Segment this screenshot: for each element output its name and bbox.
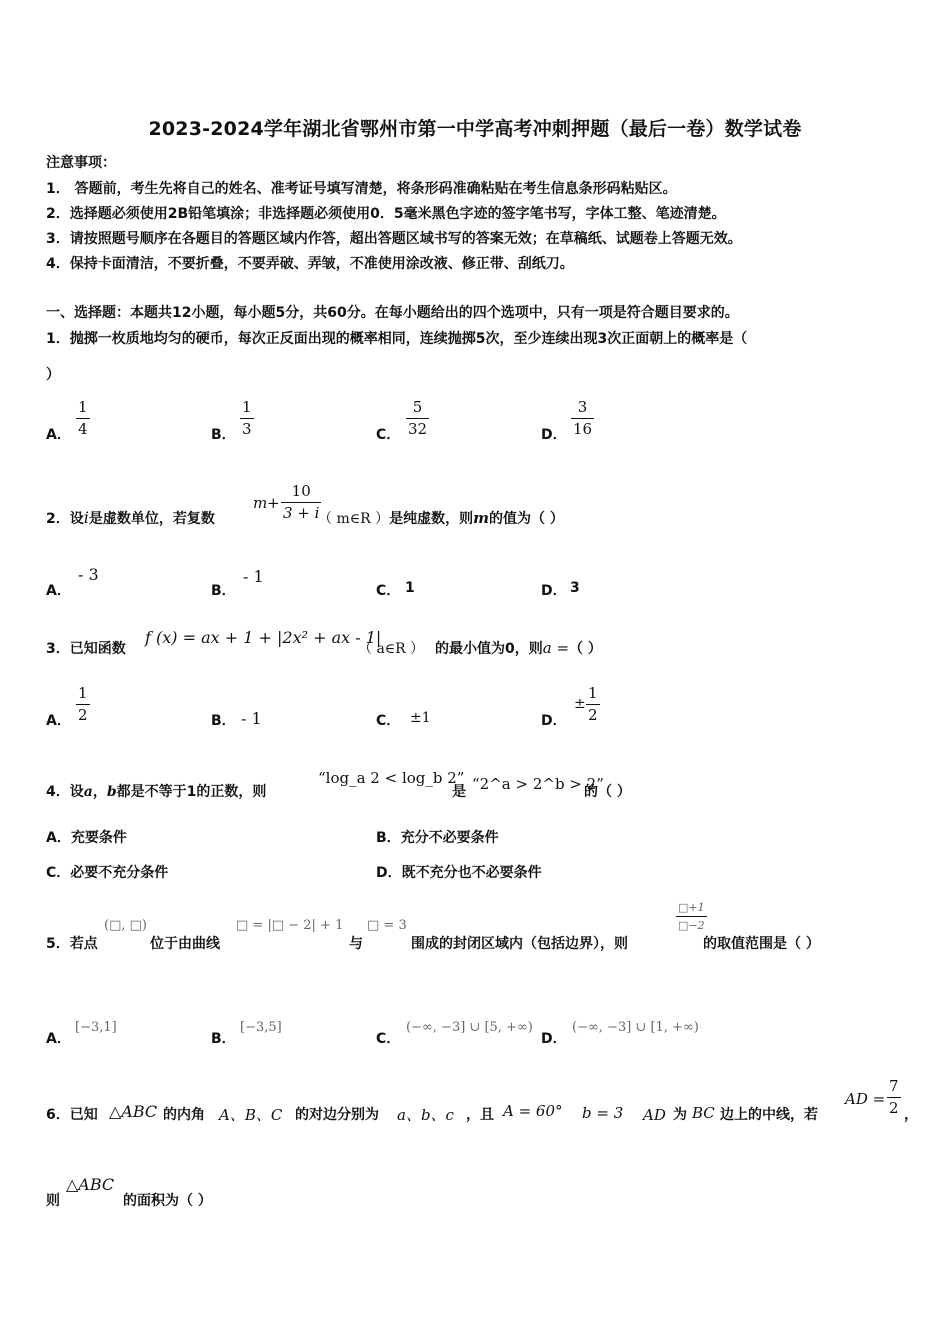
q1-option-d-fraction [571, 400, 594, 437]
q5-option-a-value: [−3,1] [75, 1020, 117, 1035]
q1-option-c-numerator: 5 [412, 398, 423, 416]
q6-t5: 边上的中线，若 [720, 1107, 818, 1123]
q2-fraction [281, 484, 321, 521]
q3-a-var: a = [542, 639, 570, 657]
q5-option-b-value: [−3,5] [240, 1020, 282, 1035]
q6-t2: 的对边分别为 [295, 1107, 379, 1123]
q2-option-d-value: 3 [570, 580, 580, 596]
q5-option-d-value: (−∞, −3] ∪ [1, +∞) [572, 1020, 699, 1035]
notice-item-1: 1． 答题前，考生先将自己的姓名、准考证号填写清楚，将条形码准确粘贴在考生信息条形码粘贴区。 [46, 181, 677, 197]
q5-mid1: 位于由曲线 [150, 936, 220, 952]
q1-option-a-denominator: 4 [78, 420, 88, 438]
q2-m: m [253, 494, 268, 512]
q5-curve: □ = |□ − 2| + 1 [236, 918, 344, 933]
q6-fraction [887, 1079, 901, 1116]
q6-ad: AD [643, 1106, 666, 1124]
q2-option-c-value: 1 [405, 580, 415, 596]
q1-option-c-label[interactable]: C． [376, 427, 401, 443]
q2-stem [46, 508, 215, 528]
q5-fraction-denominator: □−2 [678, 919, 705, 932]
q6-ad-eq: AD = [845, 1090, 886, 1108]
q6-fraction-numerator: 7 [889, 1077, 899, 1095]
q6-comma: ， [904, 1107, 918, 1123]
q4-option-a[interactable] [46, 827, 127, 847]
q5-line: □ = 3 [367, 918, 407, 933]
q1-option-b-denominator: 3 [242, 420, 252, 438]
q6-line2-post: 的面积为（ ） [123, 1193, 212, 1209]
q5-mid2: 围成的封闭区域内（包括边界），则 [411, 936, 628, 952]
q2-option-b-value: - 1 [243, 567, 264, 586]
q4-option-c-text: 必要不充分条件 [70, 865, 169, 881]
q5-fraction-numerator: □+1 [678, 901, 705, 914]
q4-pre: 4．设 [46, 784, 84, 800]
q2-stem-cont [318, 508, 564, 528]
q6-fraction-denominator: 2 [889, 1099, 899, 1117]
q2-option-a-label[interactable]: A． [46, 583, 71, 599]
q4-option-c-label: C． [46, 865, 71, 881]
q3-option-d-sign: ± [574, 696, 586, 712]
q6-angle-a: A = 60° [503, 1102, 563, 1120]
q5-pre: 5．若点 [46, 936, 98, 952]
q4-a: a [83, 784, 93, 800]
q3-option-d-label[interactable]: D． [541, 713, 567, 729]
q2-fraction-denominator: 3 + i [283, 504, 320, 522]
q1-option-d-label[interactable]: D． [541, 427, 567, 443]
q5-option-a-label[interactable]: A． [46, 1031, 71, 1047]
notice-item-4: 4．保持卡面清洁，不要折叠，不要弄破、弄皱，不准使用涂改液、修正带、刮纸刀。 [46, 256, 574, 272]
notice-heading: 注意事项： [46, 155, 116, 171]
q4-end: 的（ ） [584, 784, 631, 800]
q1-option-b-fraction [240, 400, 254, 437]
q6-bc: BC [692, 1104, 715, 1122]
q2-option-a-value: - 3 [78, 565, 99, 584]
q4-mid: 都是不等于1的正数，则 [116, 784, 267, 800]
q4-option-b[interactable] [376, 827, 499, 847]
q6-t4: 为 [673, 1107, 687, 1123]
q2-option-d-label[interactable]: D． [541, 583, 567, 599]
q4-option-d-text: 既不充分也不必要条件 [401, 865, 542, 881]
q3-option-b-value: - 1 [241, 709, 262, 728]
q5-option-b-label[interactable]: B． [211, 1031, 236, 1047]
q1-option-c-denominator: 32 [408, 420, 428, 438]
q3-option-d-denominator: 2 [588, 706, 598, 724]
q3-option-d-numerator: 1 [588, 684, 598, 702]
section-heading: 一、选择题：本题共12小题，每小题5分，共60分。在每小题给出的四个选项中，只有一项是符合题目要求的。 [46, 305, 739, 321]
q3-option-a-label[interactable]: A． [46, 713, 71, 729]
q4-option-a-label: A． [46, 830, 71, 846]
q2-i: i [83, 508, 89, 527]
q4-option-b-text: 充分不必要条件 [400, 830, 499, 846]
q3-option-d-fraction [586, 686, 600, 723]
q4-comma: ， [92, 784, 107, 800]
q2-pre: 2．设 [46, 511, 84, 527]
q4-option-d-label: D． [376, 865, 402, 881]
notice-item-2: 2．选择题必须使用2B铅笔填涂；非选择题必须使用0．5毫米黑色字迹的签字笔书写，字体工整、笔迹清楚。 [46, 206, 726, 222]
q2-condition: （ m∈R ） [318, 511, 390, 527]
q3-option-c-label[interactable]: C． [376, 713, 401, 729]
q1-option-a-numerator: 1 [78, 398, 88, 416]
page-title: 2023-2024学年湖北省鄂州市第一中学高考冲刺押题（最后一卷）数学试卷 [148, 118, 802, 140]
q5-option-c-label[interactable]: C． [376, 1031, 401, 1047]
q2-mid: 是虚数单位，若复数 [88, 511, 215, 527]
q2-m-var: m [473, 509, 489, 527]
q3-option-a-fraction [76, 686, 90, 723]
q2-end: 的值为（ ） [488, 511, 564, 527]
q6-line2-pre: 则 [46, 1193, 60, 1209]
q6-sides: a、b、c [397, 1106, 454, 1124]
q2-option-c-label[interactable]: C． [376, 583, 401, 599]
q2-plus: + [267, 494, 280, 512]
q4-option-a-text: 充要条件 [70, 830, 127, 846]
q3-stem-cont [435, 638, 602, 658]
q1-option-c-fraction [406, 400, 429, 437]
q6-side-b: b = 3 [582, 1104, 624, 1122]
q4-option-b-label: B． [376, 830, 401, 846]
q4-option-d[interactable] [376, 862, 542, 882]
q6-triangle-2: △ABC [66, 1175, 115, 1194]
notice-item-3: 3．请按照题号顺序在各题目的答题区域内作答，超出答题区域书写的答案无效；在草稿纸、试题卷上答题无效。 [46, 231, 742, 247]
q5-fraction [676, 902, 707, 931]
q1-option-d-denominator: 16 [573, 420, 593, 438]
q2-fraction-numerator: 10 [291, 482, 311, 500]
q4-b: b [106, 784, 117, 800]
q1-option-a-fraction [76, 400, 90, 437]
q4-is: 是 [452, 784, 466, 800]
q2-option-b-label[interactable]: B． [211, 583, 236, 599]
q3-condition: （ a∈R ） [358, 641, 425, 657]
q4-stem [46, 781, 266, 801]
q1-option-b-numerator: 1 [242, 398, 252, 416]
q1-option-a-label[interactable]: A． [46, 427, 71, 443]
q5-option-d-label[interactable]: D． [541, 1031, 567, 1047]
q5-point: (□, □) [104, 918, 147, 933]
q3-option-a-denominator: 2 [78, 706, 88, 724]
q6-t1: 的内角 [163, 1107, 205, 1123]
q6-pre: 6．已知 [46, 1107, 98, 1123]
q2-post: 是纯虚数，则 [389, 511, 474, 527]
q4-option-c[interactable] [46, 862, 168, 882]
q5-end: 的取值范围是（ ） [703, 936, 820, 952]
q1-stem-end: ） [46, 367, 60, 383]
q4-condition-2: “2^a > 2^b > 2” [472, 775, 604, 793]
q3-option-a-numerator: 1 [78, 684, 88, 702]
q5-option-c-value: (−∞, −3] ∪ [5, +∞) [406, 1020, 533, 1035]
q6-t3: ，且 [466, 1107, 494, 1123]
q4-condition-1: “log_a 2 < log_b 2” [318, 769, 465, 787]
q6-triangle: △ABC [109, 1102, 158, 1121]
q6-angles: A、B、C [219, 1106, 283, 1124]
q3-option-c-value: ±1 [410, 710, 431, 726]
q1-option-d-numerator: 3 [577, 398, 588, 416]
q5-and: 与 [349, 936, 363, 952]
q3-end: （ ） [569, 641, 602, 657]
q3-post: 的最小值为0，则 [435, 641, 543, 657]
q3-expression: f (x) = ax + 1 + |2x² + ax - 1| [145, 628, 382, 647]
q1-stem: 1．抛掷一枚质地均匀的硬币，每次正反面出现的概率相同，连续抛掷5次，至少连续出现3次正面朝上的概率是（ [46, 331, 748, 347]
q3-option-b-label[interactable]: B． [211, 713, 236, 729]
q3-pre: 3．已知函数 [46, 641, 126, 657]
q1-option-b-label[interactable]: B． [211, 427, 236, 443]
